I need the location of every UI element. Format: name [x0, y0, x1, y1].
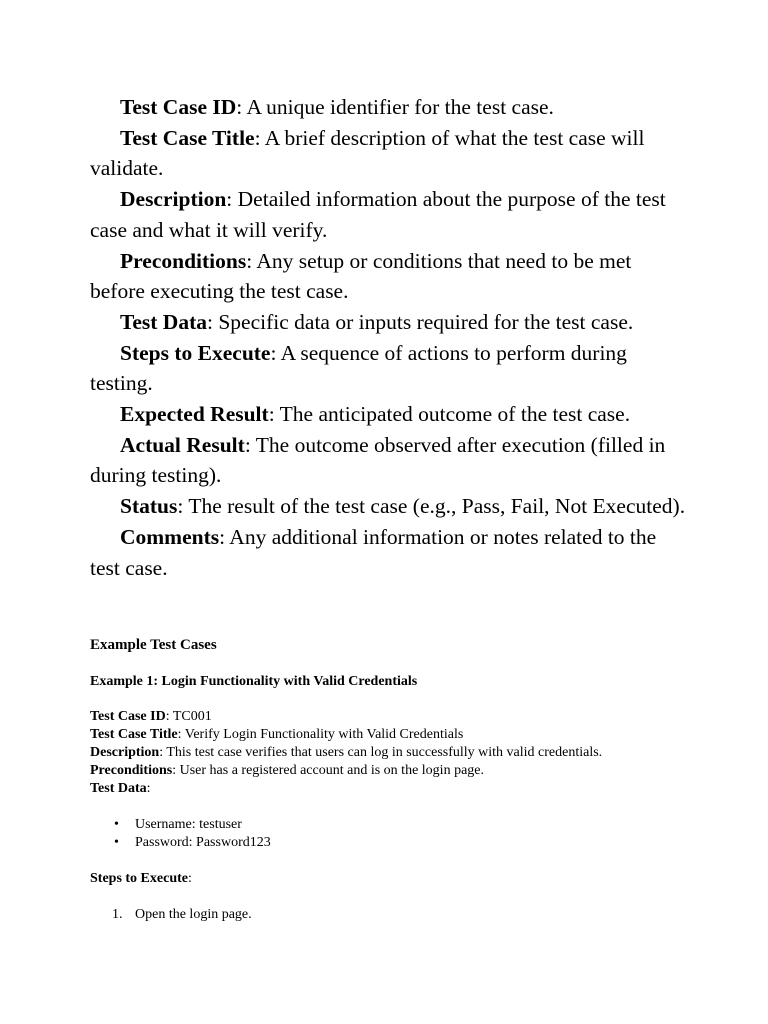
field-text: : Any setup or conditions that need to be met before executing the test case.	[90, 248, 632, 304]
bullet-icon: •	[114, 835, 119, 850]
field-text: : Any additional information or notes related to the test case.	[90, 524, 657, 580]
field-def-status	[90, 491, 690, 522]
field-def-test-case-id	[90, 92, 690, 123]
field-label: Steps to Execute	[120, 340, 271, 365]
field-def-comments	[90, 522, 690, 583]
example-value: : User has a registered account and is on the login page.	[172, 763, 484, 778]
steps-list	[90, 906, 252, 924]
field-text: : A sequence of actions to perform during testing.	[90, 340, 627, 396]
field-label: Preconditions	[120, 248, 247, 273]
example-value: : TC001	[165, 709, 212, 724]
field-label: Test Case ID	[120, 95, 237, 119]
example-heading: Example 1: Login Functionality with Valid Credentials	[90, 674, 418, 689]
list-item	[90, 834, 271, 852]
section-heading: Example Test Cases	[90, 637, 217, 653]
field-def-expected-result	[90, 399, 690, 430]
example-value: :	[146, 781, 151, 796]
step-number: 1.	[112, 907, 123, 922]
example-label: Preconditions	[90, 763, 173, 778]
list-item	[90, 816, 271, 834]
field-label: Expected Result	[120, 402, 269, 427]
example-label: Test Data	[90, 781, 147, 796]
example-line-test-case-title	[90, 726, 710, 744]
field-def-preconditions	[90, 246, 690, 307]
bullet-icon: •	[114, 817, 119, 832]
step-text: Open the login page.	[135, 907, 252, 922]
steps-label: Steps to Execute	[90, 871, 188, 886]
example-line-test-case-id	[90, 708, 710, 726]
list-item-text: Password: Password123	[135, 835, 271, 850]
field-def-test-data	[90, 307, 690, 338]
field-text: : Detailed information about the purpose of the test case and what it will verify.	[90, 187, 666, 242]
steps-heading	[90, 870, 192, 888]
example-label: Test Case ID	[90, 709, 166, 724]
example-value: : Verify Login Functionality with Valid Credentials	[177, 727, 464, 742]
example-details	[90, 708, 710, 798]
list-item	[90, 906, 252, 924]
field-text: : A brief description of what the test case will validate.	[90, 125, 645, 181]
list-item-text: Username: testuser	[135, 817, 242, 832]
test-data-list	[90, 816, 271, 852]
field-def-steps-to-execute	[90, 338, 690, 399]
example-line-description	[90, 744, 710, 762]
example-line-preconditions	[90, 762, 710, 780]
field-text: : The anticipated outcome of the test case.	[268, 402, 631, 427]
field-definitions	[90, 92, 690, 583]
field-text: : Specific data or inputs required for the test case.	[207, 309, 634, 334]
field-text: : The outcome observed after execution (filled in during testing).	[90, 432, 666, 488]
field-label: Test Data	[120, 309, 207, 334]
field-text: : The result of the test case (e.g., Pass, Fail, Not Executed).	[177, 494, 686, 519]
field-label: Description	[120, 187, 227, 212]
example-label: Description	[90, 745, 160, 760]
field-label: Test Case Title	[120, 125, 255, 150]
example-line-test-data	[90, 780, 710, 798]
field-def-actual-result	[90, 430, 690, 491]
example-label: Test Case Title	[90, 727, 178, 742]
steps-colon: :	[188, 871, 192, 886]
field-def-test-case-title	[90, 123, 690, 184]
field-def-description	[90, 184, 690, 245]
field-label: Actual Result	[120, 432, 245, 457]
field-label: Status	[120, 494, 178, 519]
field-label: Comments	[120, 524, 220, 549]
field-text: : A unique identifier for the test case.	[236, 95, 554, 119]
example-value: : This test case verifies that users can log in successfully with valid credentials.	[159, 745, 603, 760]
